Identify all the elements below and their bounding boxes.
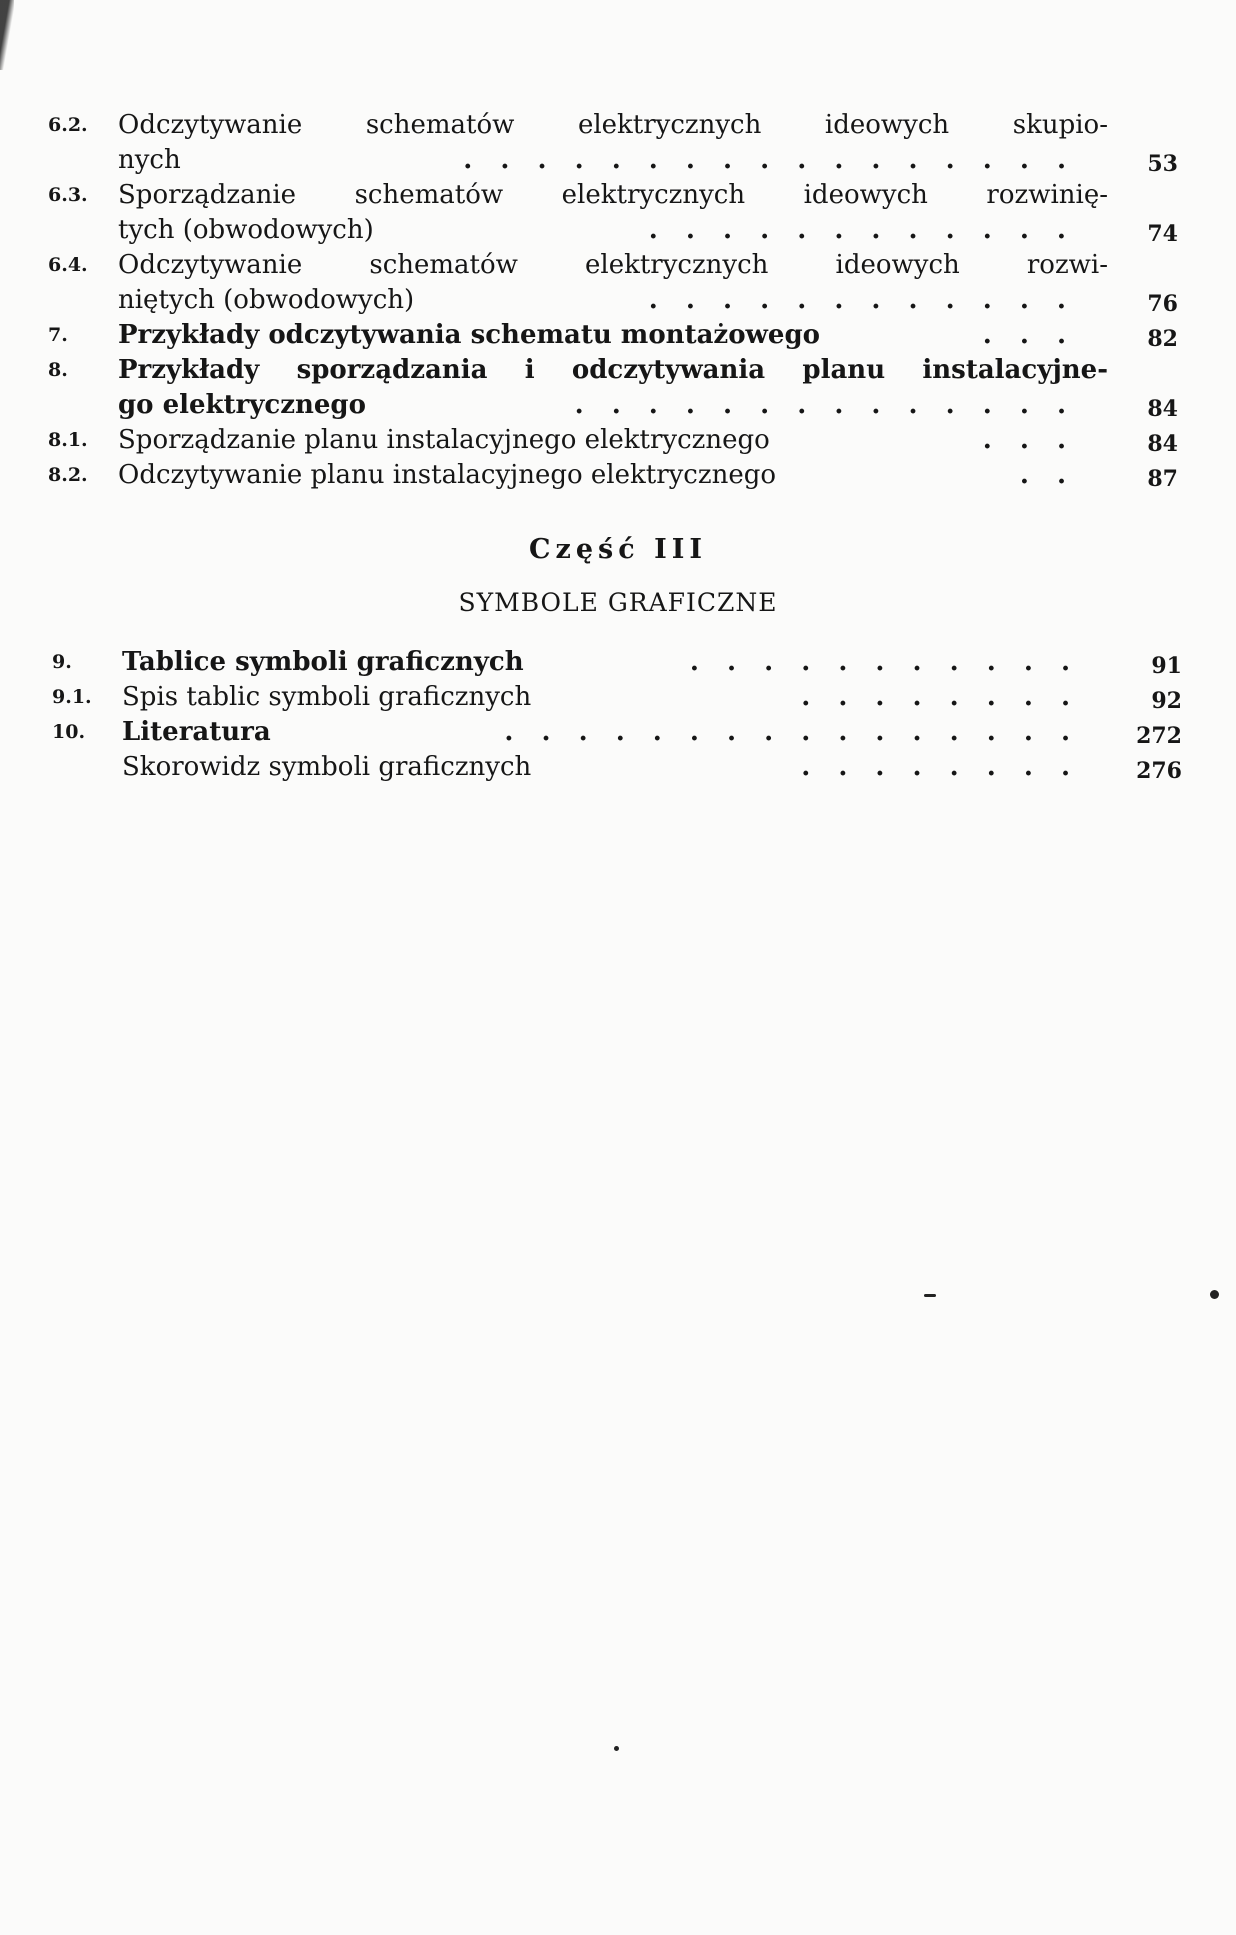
toc-entry [48,283,1178,318]
toc-entry-number: 8. [48,359,68,381]
toc-entry-page-number: 87 [1147,466,1178,492]
toc-entry-title: Tablice symboli graficznych [122,647,524,677]
toc-entry [48,353,1178,388]
toc-entry-leader-dots: . . [1019,460,1066,490]
toc-entry-title: niętych (obwodowych) [118,285,415,315]
toc-entry-page-number: 272 [1136,723,1182,749]
toc-entry-number: 6.2. [48,114,88,136]
scan-speck [924,1294,936,1297]
toc-entry [48,178,1178,213]
toc-entry [52,715,1182,750]
toc-entry-page-number: 84 [1147,396,1178,422]
toc-entry-number: 10. [52,721,86,743]
toc-entry-leader-dots: . . . . . . . . . . . . . . [574,390,1066,420]
toc-entry [48,318,1178,353]
part-title: SYMBOLE GRAFICZNE [458,588,778,617]
toc-entry-leader-dots: . . . . . . . . . . . . . . . . [504,717,1070,747]
toc-entry-title: Skorowidz symboli graficznych [122,752,532,782]
toc-entry-page-number: 84 [1147,431,1178,457]
toc-entry-title: nych [118,145,181,175]
toc-entry-leader-dots: . . . . . . . . . . . . [648,285,1066,315]
toc-entry-title: Odczytywanie planu instalacyjnego elektrycznego [118,460,776,490]
toc-entry-leader-dots: . . . . . . . . . . . [689,647,1070,677]
toc-entry [52,680,1182,715]
toc-entry-number: 8.1. [48,429,88,451]
toc-entry [48,248,1178,283]
toc-entry [48,108,1178,143]
toc-entry-page-number: 82 [1147,326,1178,352]
toc-entry-title: Przykłady odczytywania schematu montażowego [118,320,820,350]
toc-entry-leader-dots: . . . . . . . . [801,752,1070,782]
toc-entry-title: Odczytywanie schematów elektrycznych ideowych skupio- [118,110,1108,140]
toc-entry-title: Odczytywanie schematów elektrycznych ideowych rozwi- [118,250,1108,280]
table-of-contents-part-3 [52,645,1182,785]
scan-speck [614,1746,619,1751]
toc-entry-number: 6.3. [48,184,88,206]
toc-entry-page-number: 92 [1151,688,1182,714]
toc-entry [48,458,1178,493]
toc-entry [52,645,1182,680]
toc-entry-leader-dots: . . . . . . . . . . . . . . . . . [463,145,1066,175]
toc-entry-leader-dots: . . . [982,320,1066,350]
toc-entry-number: 8.2. [48,464,88,486]
scan-page-edge [0,0,14,70]
scan-speck [1210,1290,1219,1299]
toc-entry-title: Literatura [122,717,271,747]
toc-entry-leader-dots: . . . . . . . . . . . . [648,215,1066,245]
toc-entry-page-number: 76 [1147,291,1178,317]
toc-entry [52,750,1182,785]
toc-entry [48,143,1178,178]
part-heading: Część III [529,534,707,565]
table-of-contents [48,108,1178,493]
toc-entry-title: Sporządzanie schematów elektrycznych ideowych rozwinię- [118,180,1108,210]
toc-entry-title: Przykłady sporządzania i odczytywania planu instalacyjne- [118,355,1108,385]
toc-entry-title: Sporządzanie planu instalacyjnego elektrycznego [118,425,770,455]
toc-entry-leader-dots: . . . [982,425,1066,455]
toc-entry-number: 6.4. [48,254,88,276]
toc-entry-page-number: 74 [1147,221,1178,247]
toc-entry-number: 9.1. [52,686,92,708]
toc-entry-page-number: 91 [1151,653,1182,679]
toc-entry-number: 7. [48,324,68,346]
toc-entry-page-number: 276 [1136,758,1182,784]
toc-entry-page-number: 53 [1147,151,1178,177]
toc-entry [48,213,1178,248]
toc-entry-leader-dots: . . . . . . . . [801,682,1070,712]
toc-entry-title: go elektrycznego [118,390,366,420]
toc-entry [48,423,1178,458]
toc-entry-number: 9. [52,651,72,673]
toc-entry-title: tych (obwodowych) [118,215,374,245]
toc-entry [48,388,1178,423]
toc-entry-title: Spis tablic symboli graficznych [122,682,532,712]
